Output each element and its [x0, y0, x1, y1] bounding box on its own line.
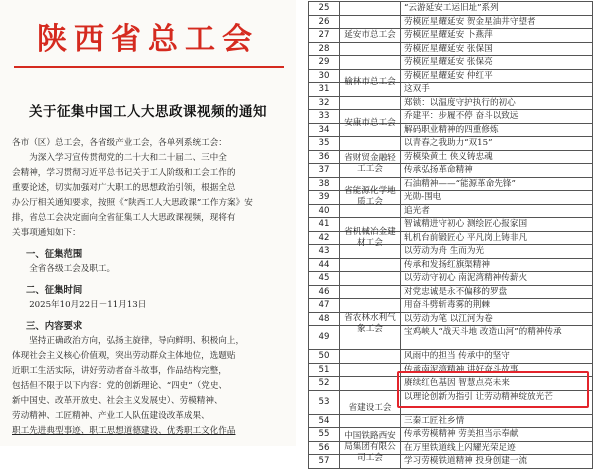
work-title: 用奋斗劈斩毒雾的荆棘 [400, 299, 593, 312]
intro-line: 会精神，学习贯彻习近平总书记关于工人阶级和工会工作的 [12, 168, 236, 178]
work-title: 学习劳模铁道精神 投身创建一流 [400, 455, 593, 468]
work-title: 劳模匠星耀延安 贺金星油井守望者 [400, 16, 593, 29]
row-number: 33 [308, 110, 340, 123]
work-title: 劳模匠星耀延安 张保国 [400, 43, 593, 56]
section-line: 劳动精神、工匠精神、产业工人队伍建设改革成果、 [12, 411, 210, 421]
work-title: 以理论创新为指引 让劳动精神绽放光芒 [400, 391, 593, 414]
unit-cell: 省财贸金融轻工工会 [340, 151, 400, 178]
intro-line: 关事项通知如下： [12, 228, 81, 238]
work-title: 以劳动为舟 生而为光 [400, 245, 593, 258]
row-number: 46 [308, 286, 340, 299]
unit-cell: 省建设工会 [340, 391, 400, 429]
work-title: “云游延安工运旧址”系列 [400, 2, 593, 15]
document-title: 关于征集中国工人大思政课视频的通知 [29, 104, 267, 120]
section-line: 职工先进典型事迹、职工思想道德建设、优秀职工文化作品 [12, 426, 236, 436]
row-number: 45 [308, 272, 340, 285]
work-title: 石油精神——“能源革命先锋” [400, 178, 593, 191]
work-title: 对党忠诚是永不偏移的罗盘 [400, 286, 593, 299]
section-line: 2025年10月22日－11月13日 [29, 300, 147, 310]
intro-line: 重要论述，切实加强对广大职工的思想政治引领，根据全总 [12, 183, 236, 193]
work-title: 劳模匠星耀延安 张保亮 [400, 56, 593, 69]
intro-line: 办公厅相关通知要求，按照《“陕西工人大思政课”工作方案》安 [12, 198, 253, 208]
work-title: 轧机台前锻匠心 平凡岗上铸非凡 [400, 232, 593, 245]
section-line: 包括但不限于以下内容：党的创新理论、“四史”（党史、 [12, 381, 228, 391]
row-number: 44 [308, 259, 340, 272]
section-line: 新中国史、改革开放史、社会主义发展史）、劳模精神、 [12, 396, 223, 406]
work-title: 传承劳模精神 劳美担当示奉献 [400, 428, 593, 441]
row-number: 26 [308, 16, 340, 29]
unit-cell: 省农林水利气象工会 [340, 259, 400, 391]
row-number: 40 [308, 205, 340, 218]
document-body [12, 136, 288, 439]
row-number: 37 [308, 164, 340, 177]
work-title: 风雨中的担当 传承中的坚守 [400, 350, 593, 363]
work-title: 以青春之我助力“双15” [400, 137, 593, 150]
row-number: 56 [308, 442, 340, 455]
row-number: 54 [308, 415, 340, 428]
row-number: 30 [308, 70, 340, 83]
red-divider [14, 66, 284, 68]
row-number: 27 [308, 29, 340, 42]
row-number: 29 [308, 56, 340, 69]
work-title: 乔建平：步履不停 奋斗以致远 [400, 110, 593, 123]
work-title: 劳模匠星耀延安 仲红平 [400, 70, 593, 83]
row-number: 34 [308, 124, 340, 137]
unit-cell: 延安市总工会 [340, 2, 400, 70]
work-title: 这双手 [400, 83, 593, 96]
work-title: 以劳动守初心 南泥湾精神传薪火 [400, 272, 593, 285]
row-number: 41 [308, 218, 340, 231]
work-title: 传承弘扬革命精神 [400, 164, 593, 177]
works-list-page [300, 0, 600, 466]
row-number: 43 [308, 245, 340, 258]
row-number: 25 [308, 2, 340, 15]
section-line: 坚持正确政治方向，弘扬主旋律，导向鲜明、积极向上， [29, 336, 245, 346]
work-title: 以劳动为笔 以江河为卷 [400, 313, 593, 326]
row-number: 38 [308, 178, 340, 191]
row-number: 48 [308, 313, 340, 326]
row-number: 35 [308, 137, 340, 150]
work-title: 郑锁：以温度守护执行的初心 [400, 97, 593, 110]
unit-cell: 中国铁路西安局集团有限公司工会 [340, 428, 400, 469]
row-number: 53 [308, 391, 340, 414]
row-number: 28 [308, 43, 340, 56]
work-title: 传承和发扬红旗渠精神 [400, 259, 593, 272]
row-number: 55 [308, 428, 340, 441]
unit-cell: 榆林市总工会 [340, 70, 400, 97]
work-title: 传承南泥湾精神 讲好奋斗故事 [400, 364, 593, 377]
row-number: 39 [308, 191, 340, 204]
intro-line: 为深入学习宣传贯彻党的二十大和二十届二、三中全 [29, 153, 227, 163]
row-number: 31 [308, 83, 340, 96]
work-title: 在万里铁道线上闪耀光荣足迹 [400, 442, 593, 455]
work-title: 赓续红色基因 智慧点亮未来 [400, 377, 593, 390]
section-line: 全省各级工会及职工。 [29, 264, 116, 274]
section-heading: 二、征集时间 [26, 285, 83, 296]
row-number: 57 [308, 455, 340, 468]
row-number: 49 [308, 326, 340, 349]
row-number: 42 [308, 232, 340, 245]
work-title: 光勋-围电 [400, 191, 593, 204]
notice-document [0, 0, 296, 446]
row-number: 50 [308, 350, 340, 363]
section-line: 近职工生活实际，讲好劳动者奋斗故事，作品结构完整， [12, 366, 227, 376]
section-line: 体现社会主义核心价值观，突出劳动群众主体地位，选题贴 [12, 351, 236, 361]
row-number: 36 [308, 151, 340, 164]
section-heading: 一、征集范围 [26, 249, 83, 260]
row-number: 51 [308, 364, 340, 377]
work-title: 追光者 [400, 205, 593, 218]
work-title: 解码职业精神的四重修炼 [400, 124, 593, 137]
unit-cell: 省机械冶金建材工会 [340, 218, 400, 259]
row-number: 47 [308, 299, 340, 312]
intro-line: 排，省总工会决定面向全省征集工人大思政课视频，现将有 [12, 213, 236, 223]
salutation: 各市（区）总工会，各省级产业工会，各单列系统工会： [12, 138, 227, 148]
org-header: 陕西省总工会 [37, 22, 259, 57]
work-title: 劳模染黄土 侠义铸忠魂 [400, 151, 593, 164]
row-number: 52 [308, 377, 340, 390]
work-title: 三秦工匠社乡情 [400, 415, 593, 428]
row-number: 32 [308, 97, 340, 110]
work-title: 劳模匠星耀延安 卜燕萍 [400, 29, 593, 42]
work-title: 智诚精进守初心 测绘匠心报家国 [400, 218, 593, 231]
unit-cell: 省能源化学地质工会 [340, 178, 400, 219]
section-heading: 三、内容要求 [26, 321, 83, 332]
unit-cell: 安康市总工会 [340, 97, 400, 151]
work-title: 宝鸡峡人“战天斗地 改造山河”的精神传承 [400, 326, 593, 349]
